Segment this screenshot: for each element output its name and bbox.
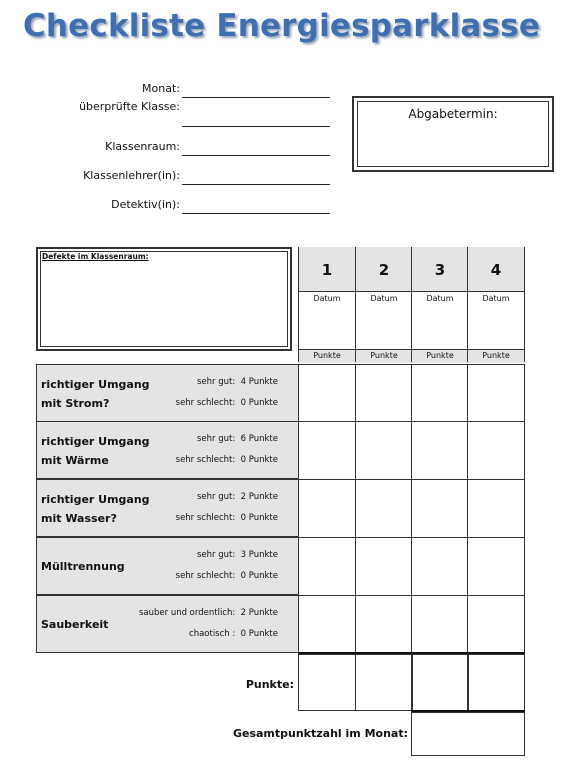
datum-label: Datum [313, 294, 341, 303]
punkte-label: Punkte [482, 351, 510, 360]
page-title: Checkliste Energiesparklasse [22, 8, 541, 44]
criterion-title-line1: Mülltrennung [41, 560, 125, 573]
detective-label: Detektiv(in): [111, 198, 180, 211]
week-column-2 [355, 247, 412, 362]
criterion-title-line2: mit Wärme [41, 454, 109, 467]
good-rating-label: sehr gut: [197, 492, 236, 502]
good-rating [197, 550, 278, 560]
punkte-label: Punkte [370, 351, 398, 360]
week-column-1 [298, 247, 355, 362]
datum-label: Datum [482, 294, 510, 303]
punkte-label: Punkte [313, 351, 341, 360]
score-cell[interactable] [298, 364, 355, 423]
week-columns [298, 247, 524, 362]
score-cell[interactable] [355, 364, 412, 423]
total-label: Gesamtpunktzahl im Monat: [232, 727, 408, 740]
score-cell[interactable] [411, 364, 468, 423]
room-field[interactable] [182, 155, 330, 156]
score-cell[interactable] [298, 421, 355, 480]
good-rating [197, 492, 278, 502]
deadline-label: Abgabetermin: [408, 107, 498, 121]
teacher-label: Klassenlehrer(in): [83, 169, 180, 182]
criterion-title-line1: richtiger Umgang [41, 378, 150, 391]
bad-rating-points: 0 Punkte [240, 398, 278, 408]
month-field[interactable] [182, 97, 330, 98]
score-cell[interactable] [298, 595, 355, 654]
criterion-row [36, 595, 298, 653]
bad-rating-label: sehr schlecht: [175, 513, 236, 523]
good-rating [197, 377, 278, 387]
column-number: 4 [490, 261, 502, 279]
sum-label: Punkte: [245, 678, 294, 691]
bad-rating-label: sehr schlecht: [175, 571, 236, 581]
score-cell[interactable] [298, 537, 355, 596]
score-cell[interactable] [355, 595, 412, 654]
criterion-row [36, 421, 298, 479]
good-rating [197, 434, 278, 444]
bad-rating [189, 629, 278, 639]
class-field[interactable] [182, 126, 330, 127]
datum-label: Datum [370, 294, 398, 303]
detective-field[interactable] [182, 213, 330, 214]
bad-rating-points: 0 Punkte [240, 571, 278, 581]
bad-rating [176, 455, 278, 465]
bad-rating-points: 0 Punkte [240, 455, 278, 465]
sum-cell-2[interactable] [355, 654, 413, 711]
class-label: überprüfte Klasse: [79, 100, 180, 113]
criterion-title-line1: richtiger Umgang [41, 435, 150, 448]
good-rating [139, 608, 278, 618]
bad-rating [176, 398, 278, 408]
good-rating-label: sehr gut: [197, 434, 236, 444]
bad-rating-label: sehr schlecht: [175, 398, 236, 408]
score-cell[interactable] [298, 479, 355, 538]
bad-rating [176, 571, 278, 581]
week-column-4 [467, 247, 525, 362]
good-rating-points: 6 Punkte [240, 434, 278, 444]
good-rating-points: 2 Punkte [240, 492, 278, 502]
month-label: Monat: [142, 82, 180, 95]
bad-rating [176, 513, 278, 523]
score-cell[interactable] [355, 537, 412, 596]
datum-label: Datum [426, 294, 454, 303]
good-rating-points: 4 Punkte [240, 377, 278, 387]
score-cell[interactable] [467, 537, 525, 596]
sum-cell-1[interactable] [298, 654, 356, 711]
bad-rating-label: sehr schlecht: [175, 455, 236, 465]
bad-rating-points: 0 Punkte [240, 513, 278, 523]
good-rating-label: sauber und ordentlich: [138, 608, 236, 618]
punkte-label: Punkte [426, 351, 454, 360]
column-number: 3 [434, 261, 446, 279]
score-cell[interactable] [411, 479, 468, 538]
bad-rating-points: 0 Punkte [240, 629, 278, 639]
week-column-3 [411, 247, 468, 362]
score-cell[interactable] [467, 479, 525, 538]
room-label: Klassenraum: [105, 140, 180, 153]
column-number: 2 [378, 261, 390, 279]
criterion-row [36, 364, 298, 422]
criterion-title-line2: mit Wasser? [41, 512, 117, 525]
deadline-box[interactable] [352, 96, 554, 172]
criterion-title-line1: Sauberkeit [41, 618, 109, 631]
score-cell[interactable] [467, 595, 525, 654]
teacher-field[interactable] [182, 184, 330, 185]
defects-label: Defekte im Klassenraum: [42, 252, 149, 261]
criterion-title-line2: mit Strom? [41, 397, 110, 410]
good-rating-label: sehr gut: [197, 377, 236, 387]
criterion-title-line1: richtiger Umgang [41, 493, 150, 506]
sum-cell-3[interactable] [411, 654, 469, 711]
score-cell[interactable] [355, 421, 412, 480]
defects-box[interactable] [36, 247, 292, 351]
score-cell[interactable] [467, 421, 525, 480]
good-rating-points: 3 Punkte [240, 550, 278, 560]
score-cell[interactable] [467, 364, 525, 423]
good-rating-points: 2 Punkte [240, 608, 278, 618]
score-cell[interactable] [355, 479, 412, 538]
good-rating-label: sehr gut: [197, 550, 236, 560]
criterion-row [36, 537, 298, 595]
score-cell[interactable] [411, 537, 468, 596]
criterion-row [36, 479, 298, 537]
score-cell[interactable] [411, 595, 468, 654]
score-cell[interactable] [411, 421, 468, 480]
column-number: 1 [321, 261, 333, 279]
bad-rating-label: chaotisch : [189, 629, 236, 639]
total-cell[interactable] [411, 712, 525, 756]
sum-cell-4[interactable] [467, 654, 525, 711]
